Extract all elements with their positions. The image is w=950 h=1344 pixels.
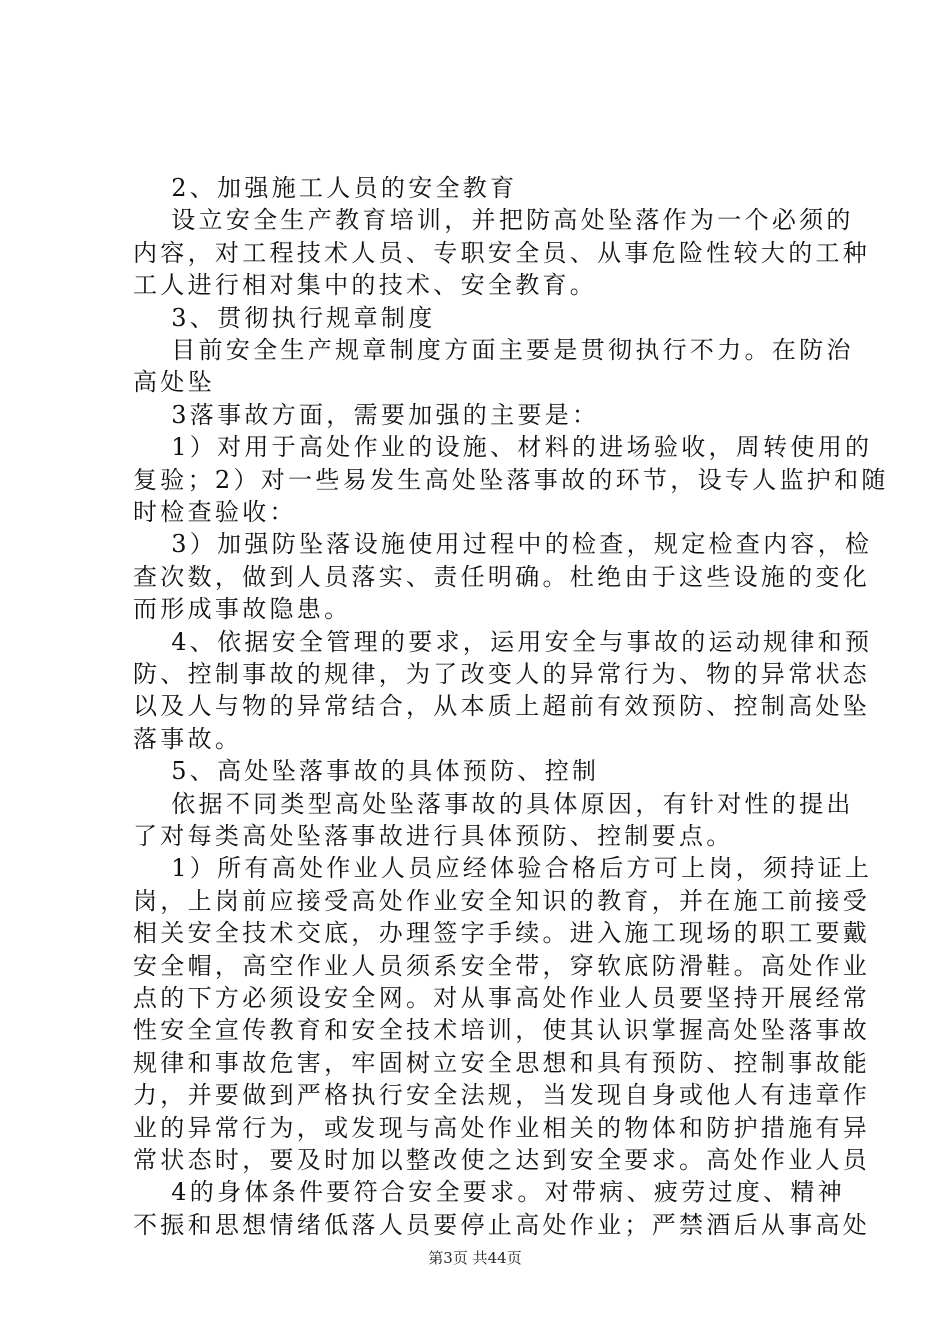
text-line: 安全帽，高空作业人员须系安全带，穿软底防滑鞋。高处作业 — [133, 951, 871, 980]
text-line: 依据不同类型高处坠落事故的具体原因，有针对性的提出 — [133, 789, 854, 818]
text-line: 2、加强施工人员的安全教育 — [133, 174, 518, 202]
text-line: 4、依据安全管理的要求，运用安全与事故的运动规律和预 — [133, 627, 873, 656]
text-line: 而形成事故隐患。 — [133, 595, 352, 624]
text-line: 5、高处坠落事故的具体预防、控制 — [133, 757, 600, 786]
text-line: 不振和思想情绪低落人员要停止高处作业；严禁酒后从事高处 — [133, 1210, 871, 1239]
text-line: 4的身体条件要符合安全要求。对带病、疲劳过度、精神 — [133, 1178, 845, 1207]
page-footer: 第3页 共44页 — [428, 1249, 522, 1267]
text-line: 了对每类高处坠落事故进行具体预防、控制要点。 — [133, 822, 734, 850]
text-line: 查次数，做到人员落实、责任明确。杜绝由于这些设施的变化 — [133, 562, 871, 591]
text-line: 时检查验收： — [133, 498, 297, 526]
text-line: 相关安全技术交底，办理签字手续。进入施工现场的职工要戴 — [133, 919, 871, 948]
text-line: 复验；2）对一些易发生高处坠落事故的环节，设专人监护和随 — [133, 465, 889, 494]
text-line: 内容，对工程技术人员、专职安全员、从事危险性较大的工种 — [133, 238, 871, 267]
text-line: 3）加强防坠落设施使用过程中的检查，规定检查内容，检 — [133, 530, 873, 559]
text-line: 设立安全生产教育培训，并把防高处坠落作为一个必须的 — [133, 206, 854, 235]
text-line: 岗，上岗前应接受高处作业安全知识的教育，并在施工前接受 — [133, 886, 871, 915]
text-line: 点的下方必须设安全网。对从事高处作业人员要坚持开展经常 — [133, 984, 871, 1012]
text-line: 防、控制事故的规律，为了改变人的异常行为、物的异常状态 — [133, 660, 871, 688]
text-line: 落事故。 — [133, 724, 243, 753]
text-line: 高处坠 — [133, 368, 215, 397]
text-line: 力，并要做到严格执行安全法规，当发现自身或他人有违章作 — [133, 1081, 871, 1110]
text-line: 工人进行相对集中的技术、安全教育。 — [133, 271, 598, 300]
text-line: 规律和事故危害，牢固树立安全思想和具有预防、控制事故能 — [133, 1048, 871, 1077]
text-line: 3、贯彻执行规章制度 — [133, 303, 436, 332]
text-line: 目前安全生产规章制度方面主要是贯彻执行不力。在防治 — [133, 336, 854, 364]
text-line: 1）对用于高处作业的设施、材料的进场验收，周转使用的 — [133, 433, 873, 462]
text-line: 3落事故方面，需要加强的主要是： — [133, 400, 600, 429]
text-line: 业的异常行为，或发现与高处作业相关的物体和防护措施有异 — [133, 1113, 871, 1142]
text-line: 常状态时，要及时加以整改使之达到安全要求。高处作业人员 — [133, 1146, 871, 1174]
text-line: 以及人与物的异常结合，从本质上超前有效预防、控制高处坠 — [133, 692, 871, 721]
text-line: 性安全宣传教育和安全技术培训，使其认识掌握高处坠落事故 — [133, 1016, 871, 1045]
text-line: 1）所有高处作业人员应经体验合格后方可上岗，须持证上 — [133, 854, 873, 883]
